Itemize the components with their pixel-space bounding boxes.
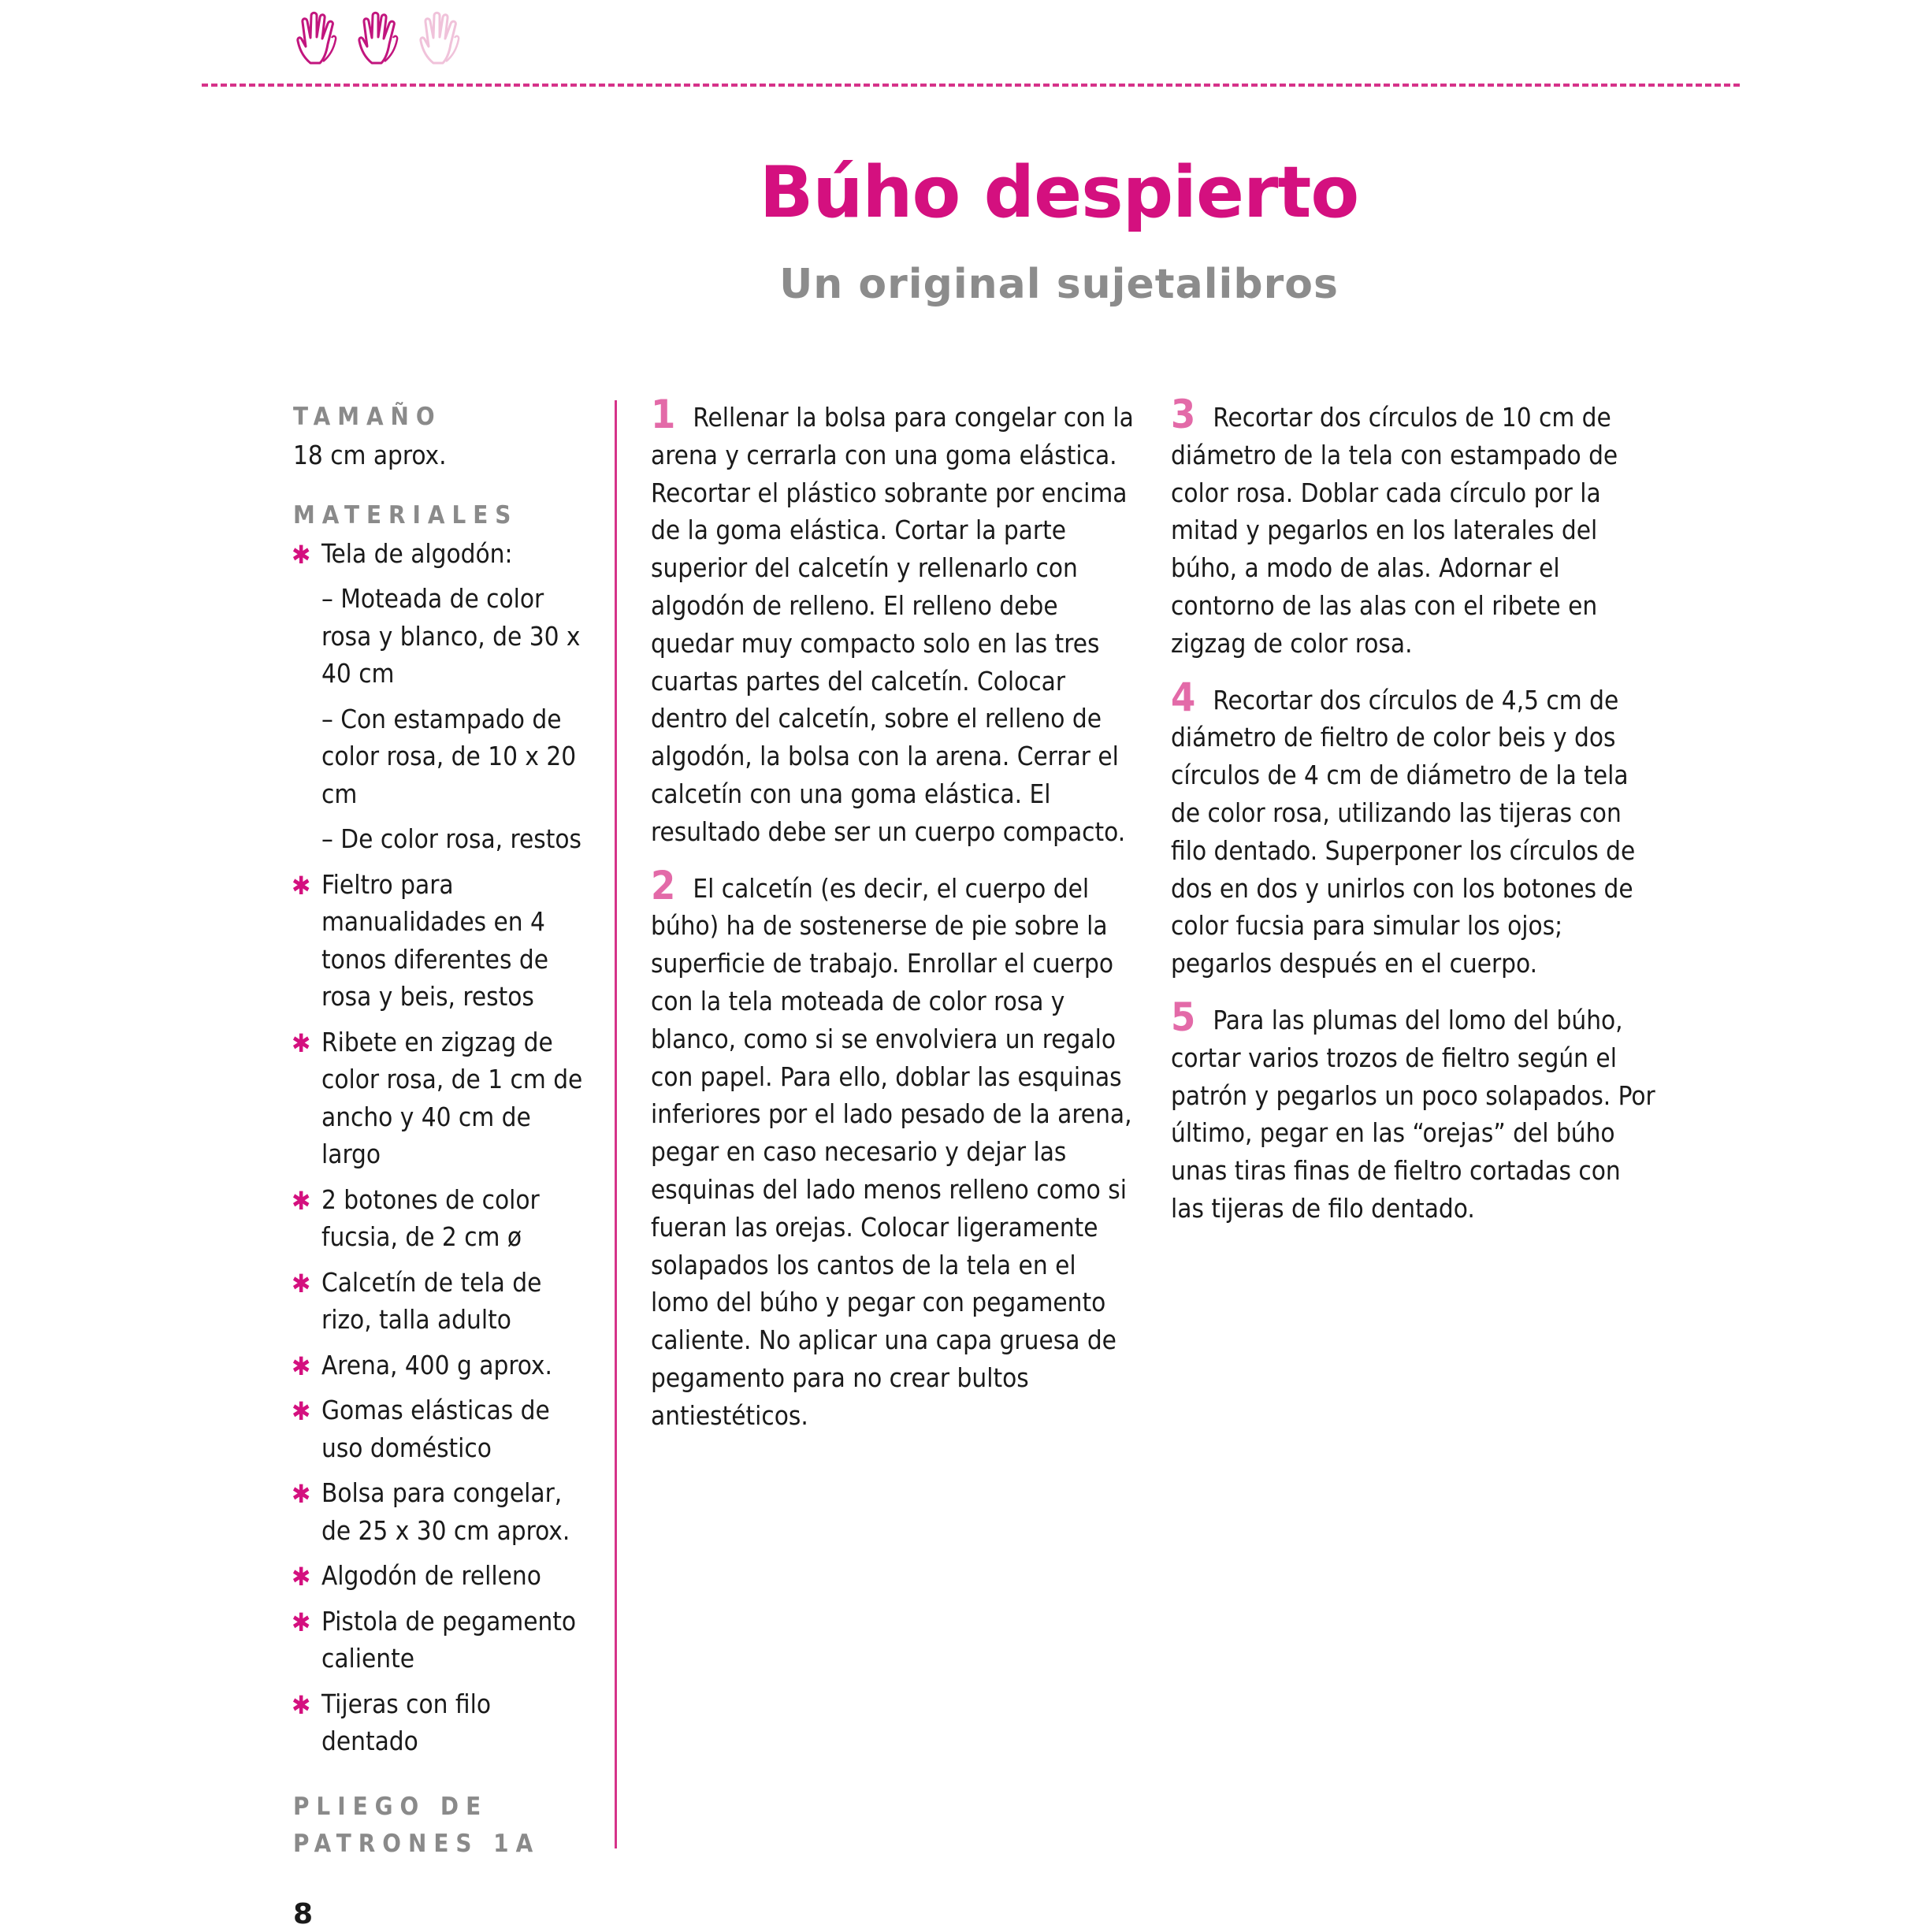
material-text: Tijeras con filo dentado xyxy=(321,1688,492,1756)
difficulty-rating xyxy=(293,9,471,66)
size-label: TAMAÑO xyxy=(293,403,442,431)
list-item xyxy=(293,1391,585,1466)
step-number: 1 xyxy=(651,392,676,437)
page-number: 8 xyxy=(293,1898,314,1930)
material-text: Tela de algodón: xyxy=(321,537,513,569)
material-text: Calcetín de tela de rizo, talla adulto xyxy=(321,1266,542,1335)
step-text: Recortar dos círculos de 4,5 cm de diámetro de fieltro de color beis y dos círculos de 4 cm de diámetro de la tela de color rosa, utilizando las tijeras con filo dentado. Superponer los círculos de dos en dos y unirlos con los botones de color fucsia para simular los ojos; pegarlos después en el cuerpo. xyxy=(1171,684,1636,979)
asterisk-bullet-icon: ✱ xyxy=(292,1396,311,1426)
material-text: Gomas elásticas de uso doméstico xyxy=(321,1395,550,1463)
material-text: Fieltro para manualidades en 4 tonos diferentes de rosa y beis, restos xyxy=(321,868,548,1012)
materials-sidebar xyxy=(293,399,585,1863)
list-item xyxy=(293,1264,585,1339)
step-text: Para las plumas del lomo del búho, cortar varios trozos de fieltro según el patrón y pegarlos un poco solapados. Por último, pegar en las “orejas” del búho unas tiras finas de fieltro cortadas con las tijeras de filo dentado. xyxy=(1171,1004,1655,1224)
step-5 xyxy=(1171,994,1659,1228)
step-number: 4 xyxy=(1171,674,1196,720)
materials-list xyxy=(293,535,585,1760)
list-item xyxy=(293,1474,585,1549)
materials-label: MATERIALES xyxy=(293,501,518,529)
list-item xyxy=(293,1685,585,1760)
fabric-sublist xyxy=(321,580,585,858)
material-text: Pistola de pegamento caliente xyxy=(321,1605,577,1674)
list-item xyxy=(293,1181,585,1256)
step-1 xyxy=(651,392,1139,851)
asterisk-bullet-icon: ✱ xyxy=(292,1351,311,1381)
hand-icon-inactive xyxy=(416,9,471,66)
asterisk-bullet-icon: ✱ xyxy=(292,1185,311,1216)
asterisk-bullet-icon: ✱ xyxy=(292,1027,311,1058)
material-text: 2 botones de color fucsia, de 2 cm ø xyxy=(321,1183,540,1252)
size-value: 18 cm aprox. xyxy=(293,439,447,470)
pattern-sheet-label: PLIEGO DE PATRONES 1A xyxy=(293,1792,541,1858)
material-text: Bolsa para congelar, de 25 x 30 cm aprox. xyxy=(321,1477,570,1546)
step-text: Rellenar la bolsa para congelar con la arena y cerrarla con una goma elástica. Recortar el plástico sobrante por encima de la goma elástica. Cortar la parte superior del calcetín y rellenarlo con algodón de relleno. El relleno debe quedar muy compacto solo en las tres cuartas partes del calcetín. Colocar dentro del calcetín, sobre el relleno de algodón, la bolsa con la arena. Cerrar el calcetín con una goma elástica. El resultado debe ser un cuerpo compacto. xyxy=(651,402,1134,847)
asterisk-bullet-icon: ✱ xyxy=(292,1562,311,1592)
hand-icon xyxy=(293,9,348,66)
list-item: – De color rosa, restos xyxy=(321,823,581,854)
list-item xyxy=(293,535,585,858)
list-item xyxy=(293,1603,585,1677)
step-3 xyxy=(1171,392,1659,663)
asterisk-bullet-icon: ✱ xyxy=(292,539,311,570)
column-divider xyxy=(615,400,617,1848)
list-item: – Con estampado de color rosa, de 10 x 20 cm xyxy=(321,703,577,809)
top-dashed-rule xyxy=(202,84,1740,87)
material-text: Algodón de relleno xyxy=(321,1560,541,1591)
page-subtitle: Un original sujetalibros xyxy=(779,261,1339,308)
list-item xyxy=(293,866,585,1016)
instructions-column-1 xyxy=(651,392,1139,1454)
asterisk-bullet-icon: ✱ xyxy=(292,1607,311,1637)
asterisk-bullet-icon: ✱ xyxy=(292,1689,311,1720)
list-item xyxy=(293,1024,585,1173)
list-item xyxy=(293,1347,585,1384)
list-item xyxy=(293,1557,585,1595)
material-text: Arena, 400 g aprox. xyxy=(321,1349,552,1380)
step-number: 3 xyxy=(1171,392,1196,437)
step-2 xyxy=(651,862,1139,1435)
step-number: 5 xyxy=(1171,994,1196,1040)
material-text: Ribete en zigzag de color rosa, de 1 cm de ancho y 40 cm de largo xyxy=(321,1026,583,1169)
asterisk-bullet-icon: ✱ xyxy=(292,870,311,901)
step-number: 2 xyxy=(651,862,676,908)
instructions-column-2 xyxy=(1171,392,1659,1247)
asterisk-bullet-icon: ✱ xyxy=(292,1479,311,1509)
step-4 xyxy=(1171,674,1659,983)
step-text: El calcetín (es decir, el cuerpo del búho) ha de sostenerse de pie sobre la superficie de trabajo. Enrollar el cuerpo con la tela moteada de color rosa y blanco, como si se envolviera un regalo con papel. Para ello, doblar las esquinas inferiores por el lado pesado de la arena, pegar en caso necesario y dejar las esquinas del lado menos relleno como si fueran las orejas. Colocar ligeramente solapados los cantos de la tela en el lomo del búho y pegar con pegamento caliente. No aplicar una capa gruesa de pegamento para no crear bultos antiestéticos. xyxy=(651,872,1132,1431)
page-title: Búho despierto xyxy=(759,151,1359,234)
step-text: Recortar dos círculos de 10 cm de diámetro de la tela con estampado de color rosa. Doblar cada círculo por la mitad y pegarlos en los laterales del búho, a modo de alas. Adornar el contorno de las alas con el ribete en zigzag de color rosa. xyxy=(1171,402,1618,659)
asterisk-bullet-icon: ✱ xyxy=(292,1268,311,1299)
list-item: – Moteada de color rosa y blanco, de 30 x 40 cm xyxy=(321,583,581,689)
hand-icon xyxy=(355,9,410,66)
